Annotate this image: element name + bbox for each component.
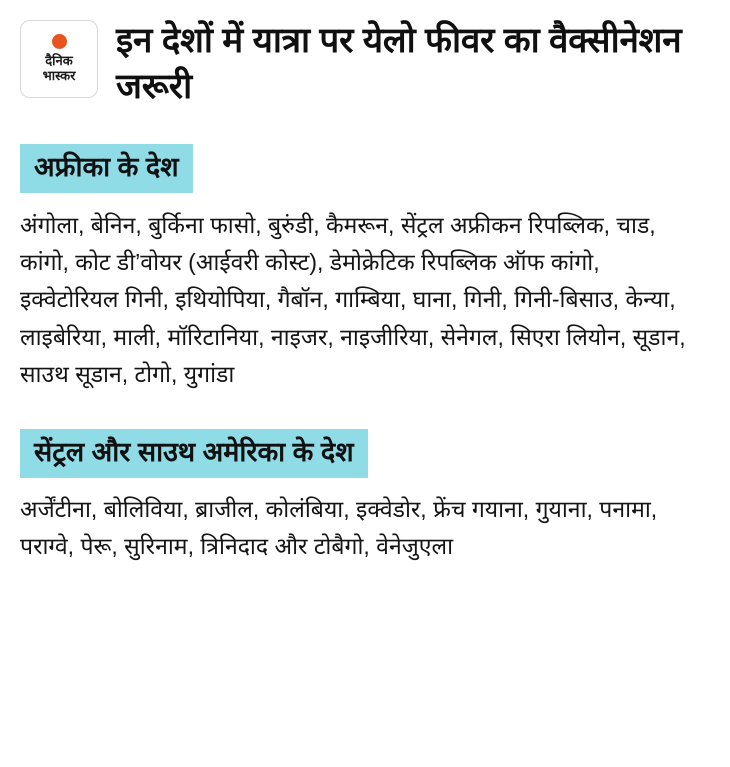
- page-title: इन देशों में यात्रा पर येलो फीवर का वैक्सीनेशन जरूरी: [116, 21, 682, 107]
- section-heading-americas: सेंट्रल और साउथ अमेरिका के देश: [20, 429, 368, 478]
- country-list-africa: अंगोला, बेनिन, बुर्किना फासो, बुरुंडी, कैमरून, सेंट्रल अफ्रीकन रिपब्लिक, चाड, कांगो, कोट डी’वोयर (आईवरी कोस्ट), डेमोक्रेटिक रिपब्लिक ऑफ कांगो, इक्वेटोरियल गिनी, इथियोपिया, गैबॉन, गाम्बिया, घाना, गिनी, गिनी-बिसाउ, केन्या, लाइबेरिया, माली, मॉरिटानिया, नाइजर, नाइजीरिया, सेनेगल, सिएरा लियोन, सूडान, साउथ सूडान, टोगो, युगांडा: [20, 211, 686, 387]
- dainik-bhaskar-logo: [20, 20, 98, 98]
- country-list-americas: अर्जेंटीना, बोलिविया, ब्राजील, कोलंबिया, इक्वेडोर, फ्रेंच गयाना, गुयाना, पनामा, पराग्वे, पेरू, सुरिनाम, त्रिनिदाद और टोबैगो, वेनेजुएला: [20, 495, 658, 559]
- title-wrap: [98, 16, 710, 110]
- section-americas: [0, 429, 730, 565]
- section-heading-africa: अफ्रीका के देश: [20, 144, 193, 193]
- header: [0, 0, 730, 110]
- logo-line2: भास्कर: [42, 67, 76, 83]
- logo-dot-icon: [52, 34, 67, 49]
- section-africa: [0, 144, 730, 393]
- logo-line1: दैनिक: [45, 53, 73, 69]
